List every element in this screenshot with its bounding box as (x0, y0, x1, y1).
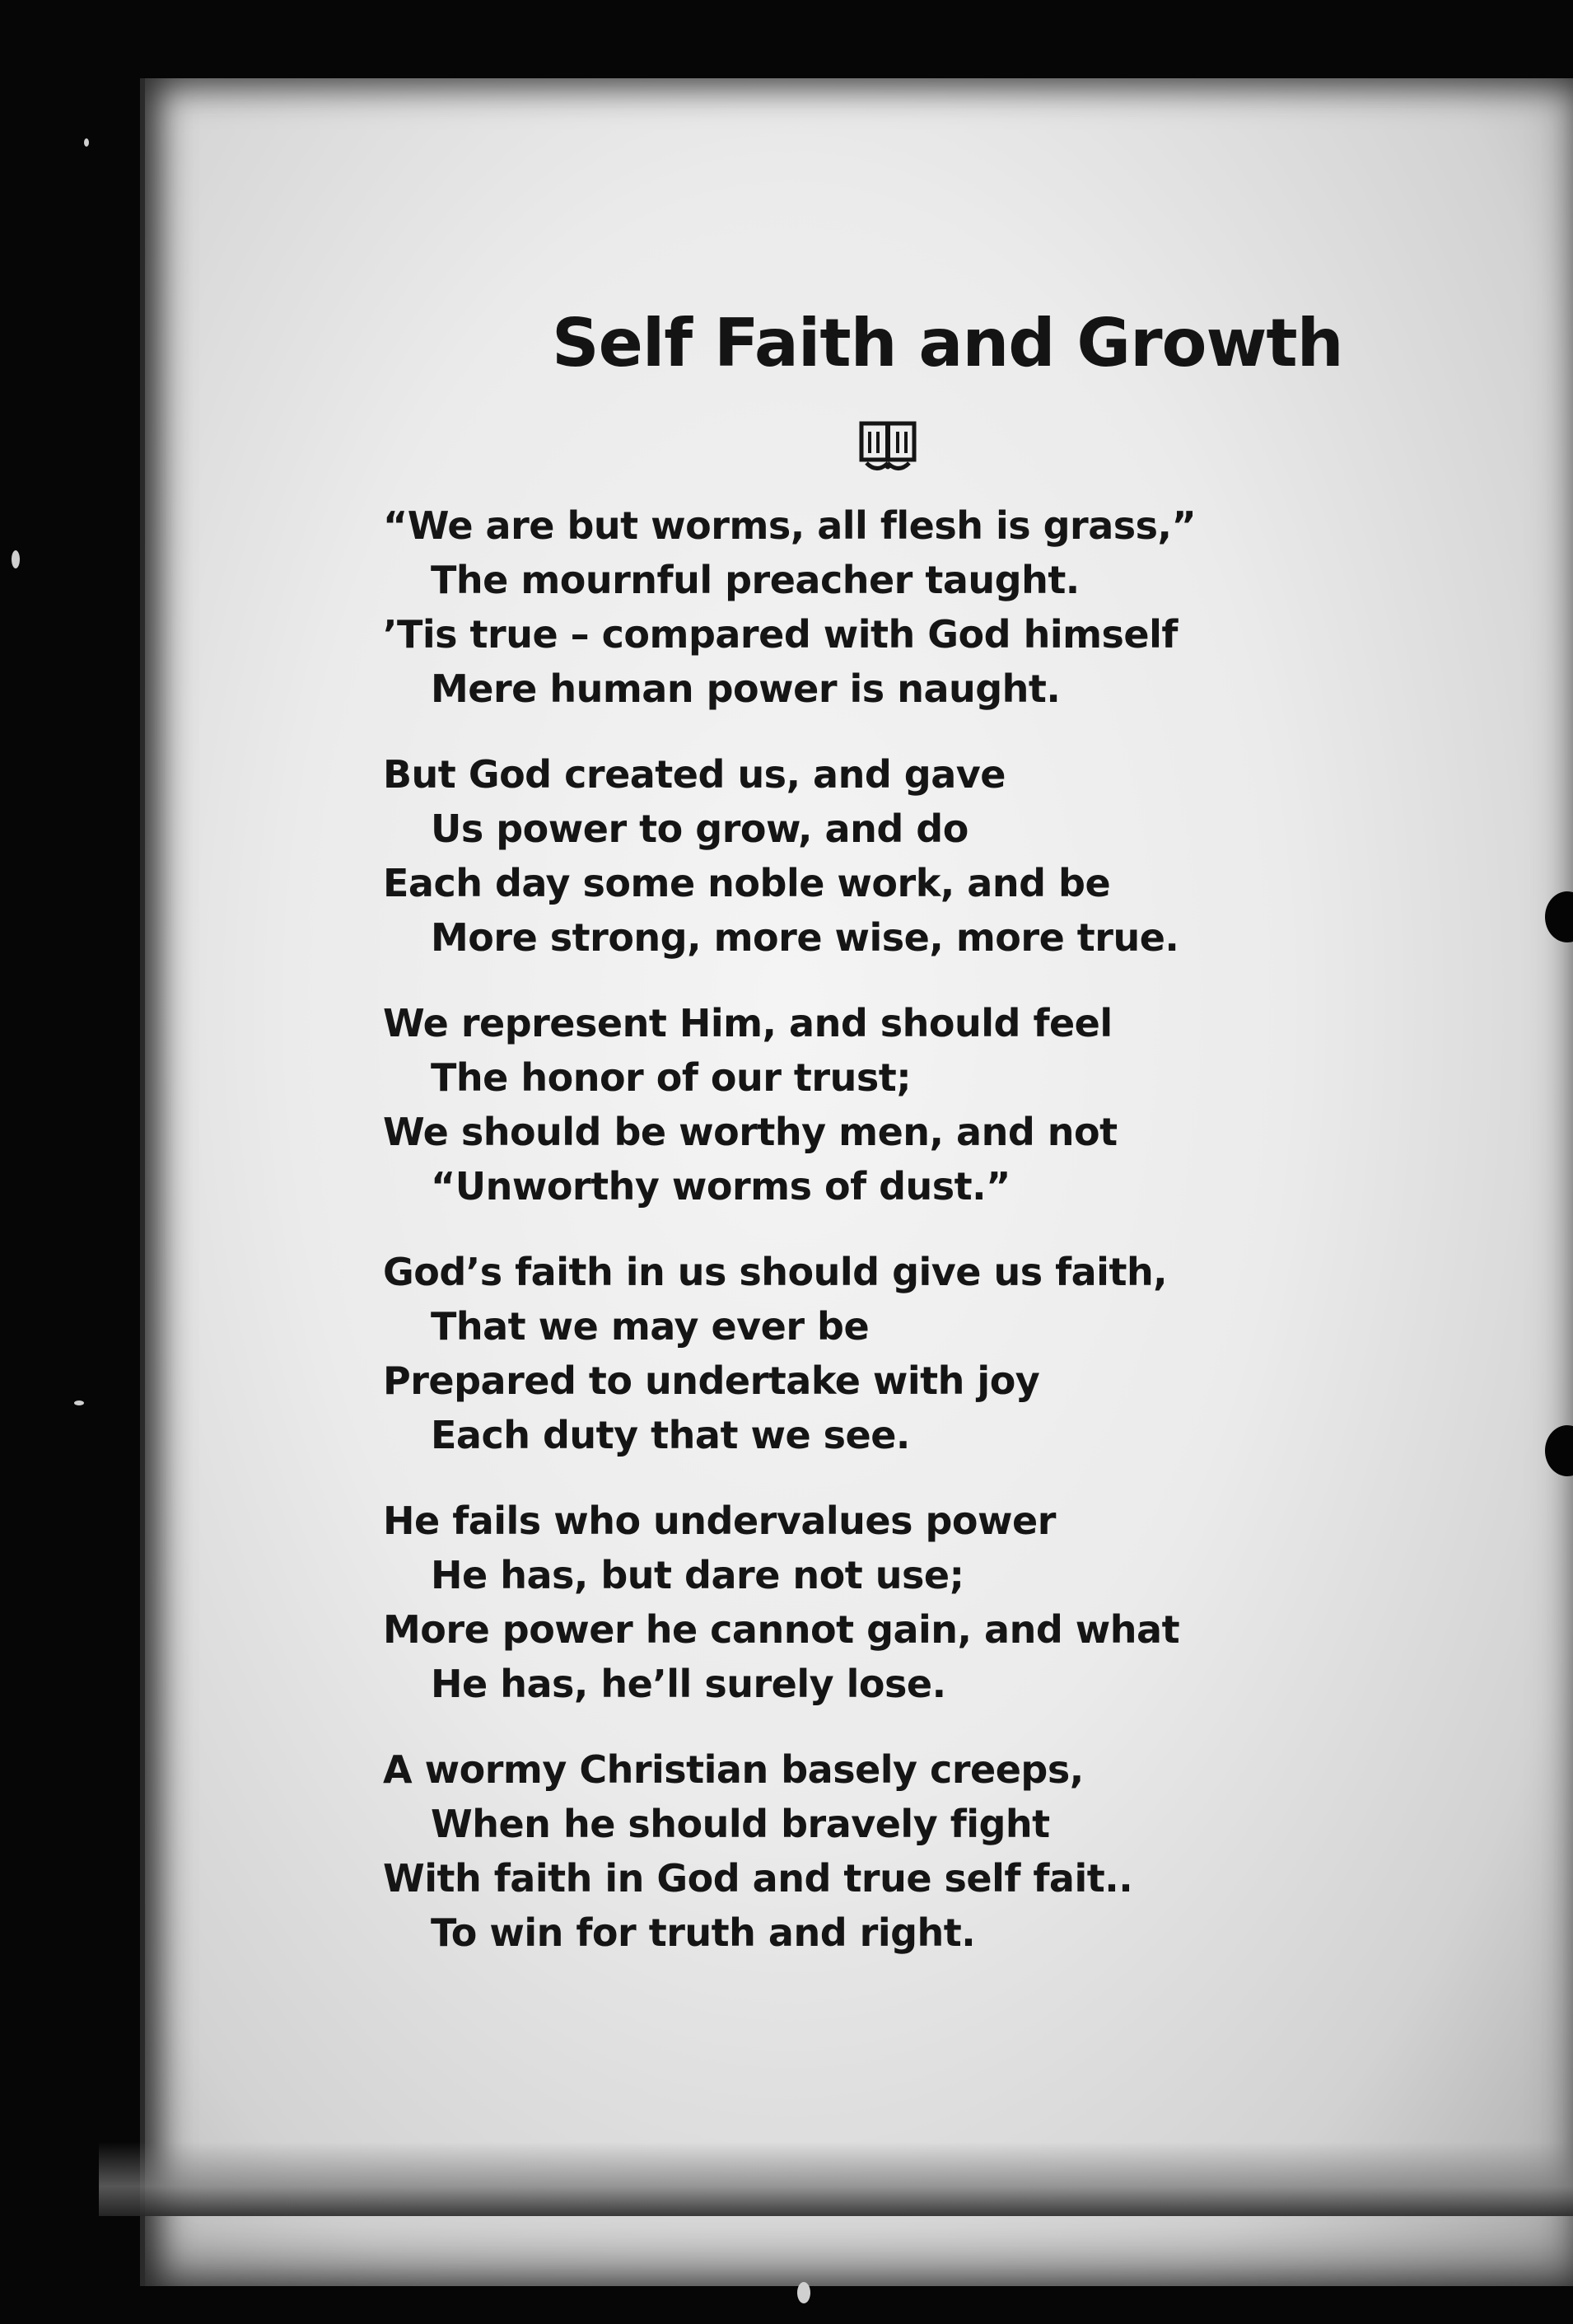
poem-title: Self Faith and Growth (552, 305, 1343, 381)
poem-line: Prepared to undertake with joy (383, 1358, 1040, 1403)
poem-line: “Unworthy worms of dust.” (431, 1164, 1011, 1209)
poem-line: Each duty that we see. (431, 1413, 910, 1457)
poem-line: He fails who undervalues power (383, 1499, 1056, 1543)
page-bottom-edge (99, 2142, 1573, 2216)
poem-body (383, 498, 1330, 1991)
poem-line: With faith in God and true self fait.. (383, 1856, 1133, 1901)
poem-line: We represent Him, and should feel (383, 1001, 1113, 1045)
stanza (383, 996, 1330, 1213)
poem-line: Each day some noble work, and be (383, 861, 1111, 905)
poem-line: But God created us, and gave (383, 752, 1006, 797)
poem-line: ’Tis true – compared with God himself (383, 612, 1178, 657)
stanza (383, 498, 1330, 716)
stanza (383, 1494, 1330, 1711)
poem-line: He has, he’ll surely lose. (431, 1662, 946, 1706)
poem-line: “We are but worms, all flesh is grass,” (383, 503, 1197, 548)
stanza (383, 747, 1330, 965)
poem-line: The honor of our trust; (431, 1055, 912, 1100)
poem-line: To win for truth and right. (431, 1910, 976, 1955)
poem-line: He has, but dare not use; (431, 1553, 964, 1597)
poem-line: Mere human power is naught. (431, 666, 1061, 711)
poem-line: God’s faith in us should give us faith, (383, 1250, 1168, 1294)
book-ornament-icon (858, 420, 917, 475)
dust-speck (12, 550, 20, 568)
poem-line: The mournful preacher taught. (431, 558, 1080, 602)
poem-line: When he should bravely fight (431, 1802, 1050, 1846)
poem-line: That we may ever be (431, 1304, 870, 1349)
stanza (383, 1742, 1330, 1960)
stanza (383, 1245, 1330, 1462)
poem-line: More strong, more wise, more true. (431, 915, 1179, 960)
dust-speck (84, 138, 89, 147)
poem-line: We should be worthy men, and not (383, 1110, 1118, 1154)
poem-line: Us power to grow, and do (431, 807, 969, 851)
dust-speck (797, 2282, 810, 2303)
poem-line: More power he cannot gain, and what (383, 1607, 1180, 1652)
dust-speck (74, 1400, 84, 1405)
poem-line: A wormy Christian basely creeps, (383, 1747, 1084, 1792)
